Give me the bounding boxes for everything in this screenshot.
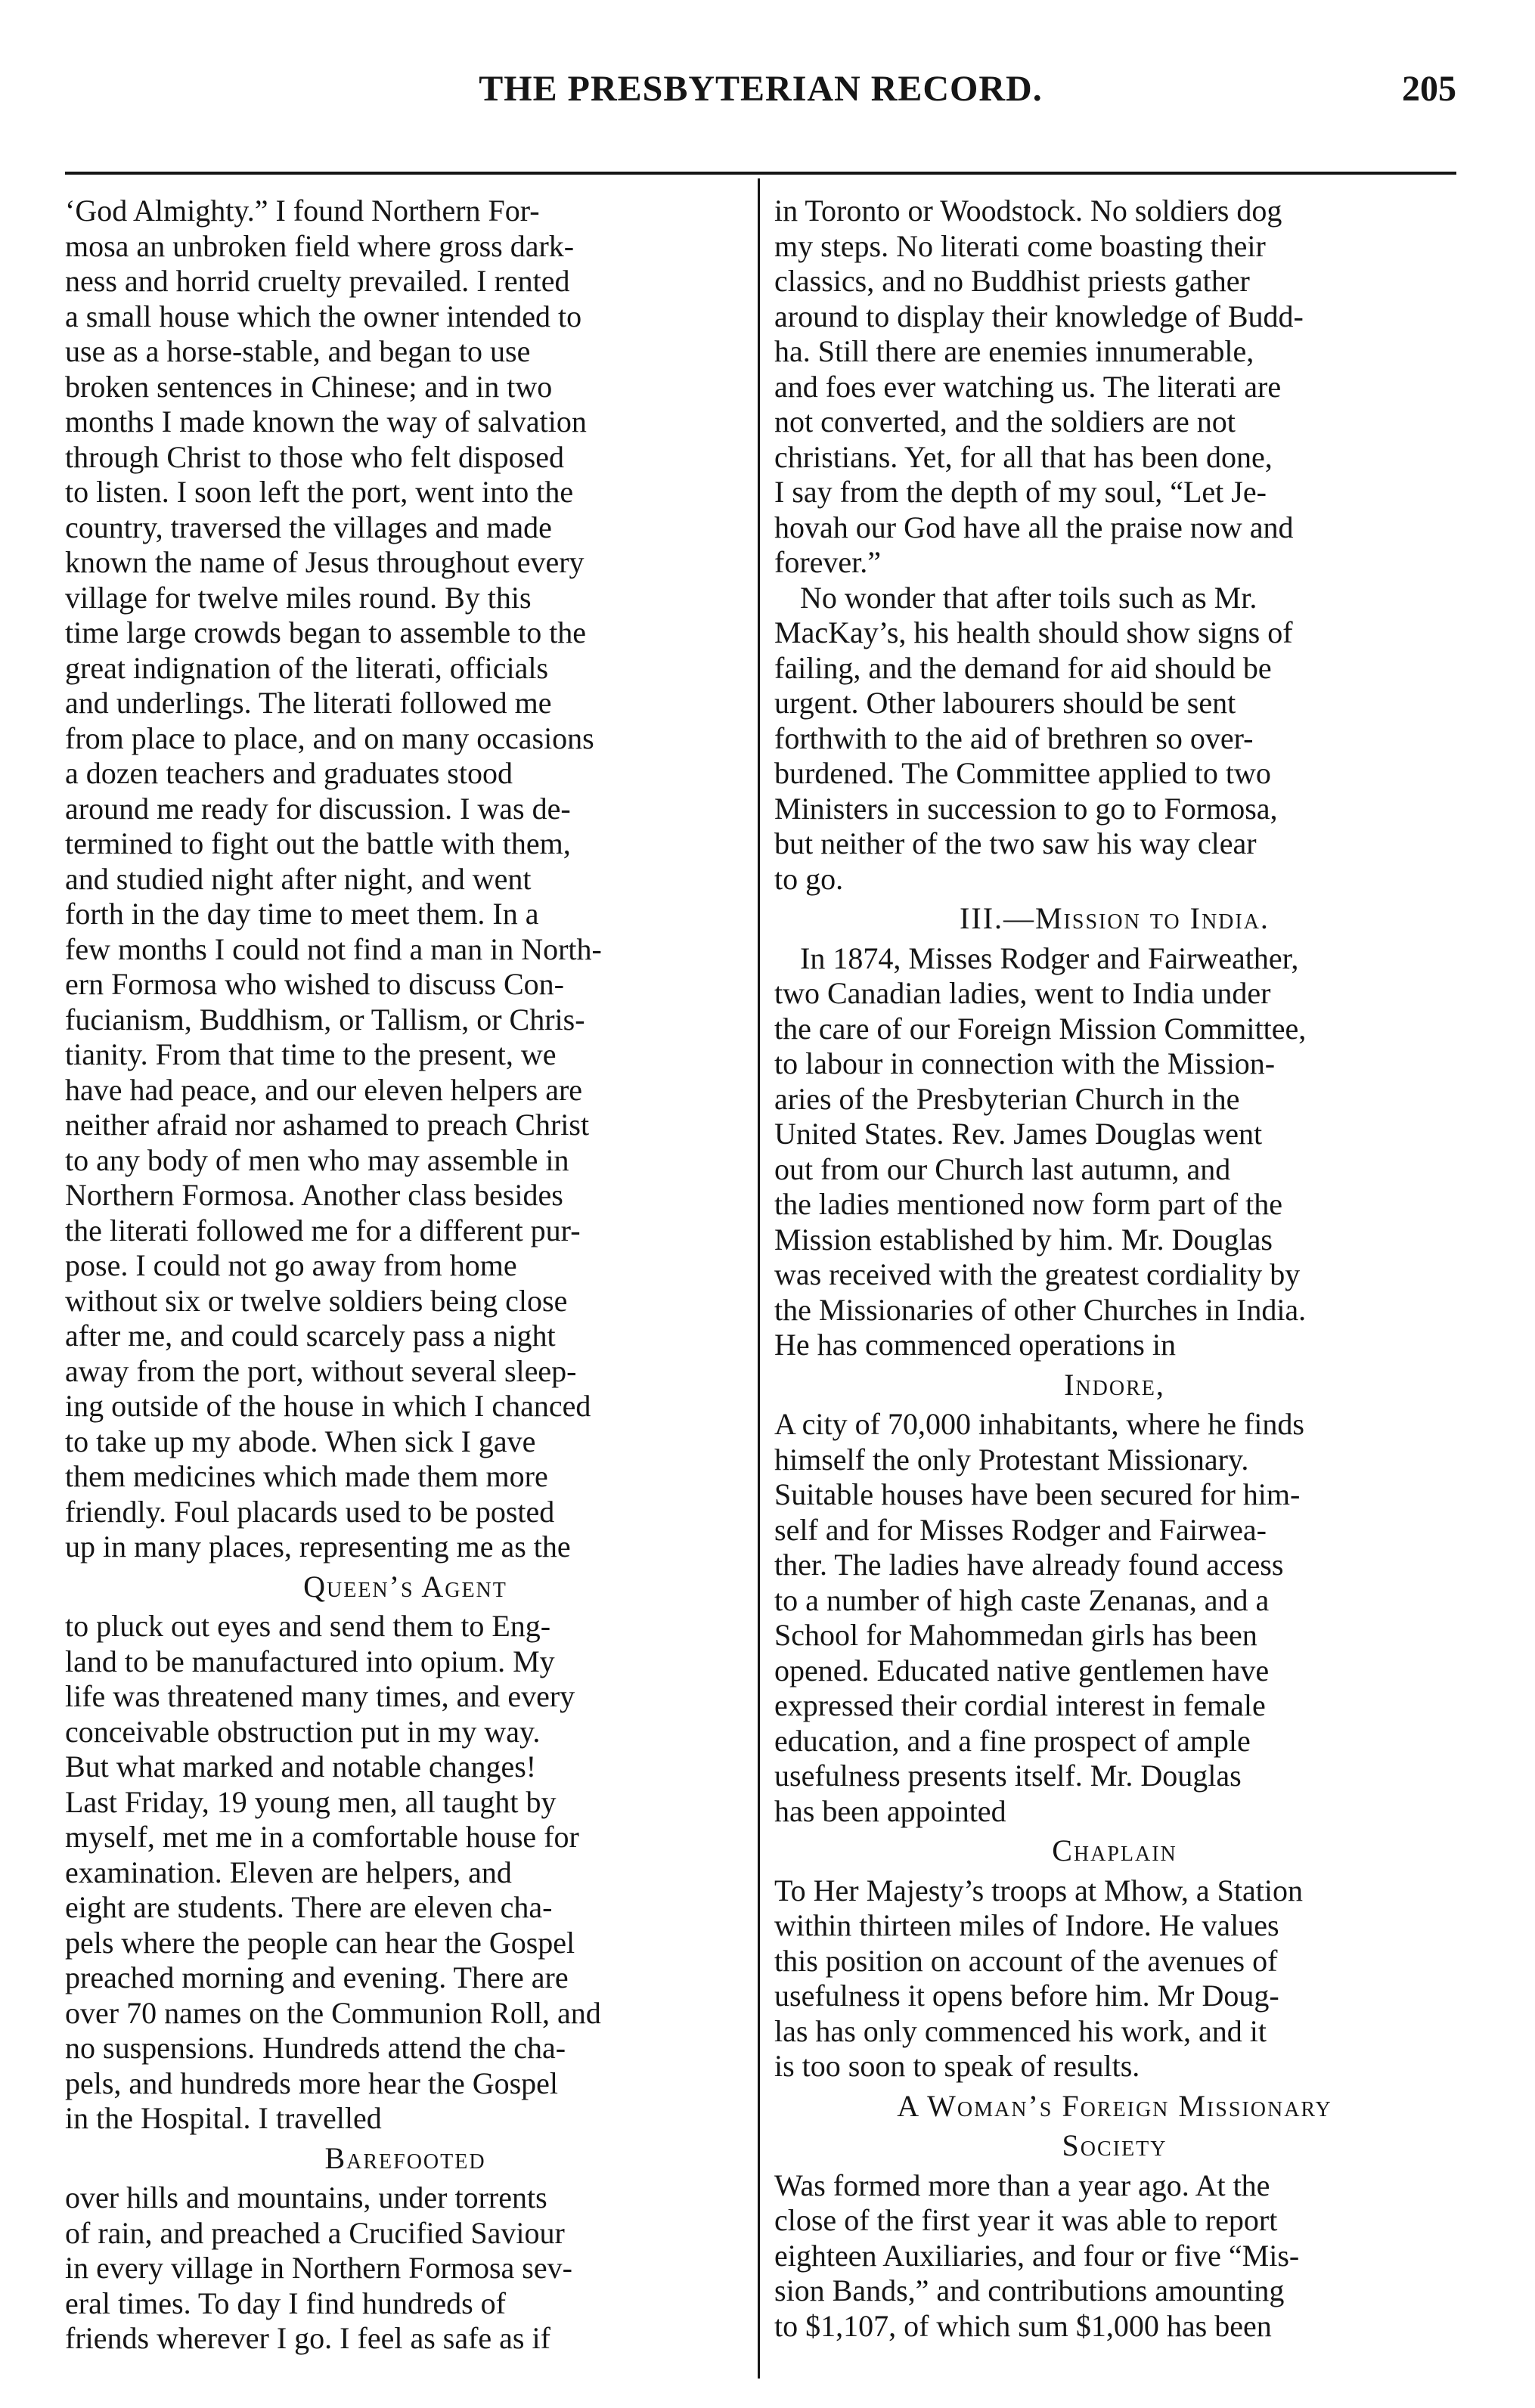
text-line: ern Formosa who wished to discuss Con- <box>65 967 564 1001</box>
text-line: sion Bands,” and contributions amounting <box>774 2273 1285 2307</box>
text-line: through Christ to those who felt disposed <box>65 439 564 474</box>
text-line: few months I could not find a man in North- <box>65 931 602 966</box>
text-line: expressed their cordial interest in female <box>774 1688 1266 1722</box>
text-line: Northern Formosa. Another class besides <box>65 1178 563 1212</box>
magazine-page <box>65 39 1456 2375</box>
text-line: burdened. The Committee applied to two <box>774 756 1271 790</box>
text-line: classics, and no Buddhist priests gather <box>774 264 1250 298</box>
text-line: Mission established by him. Mr. Douglas <box>774 1222 1273 1257</box>
text-line: to pluck out eyes and send them to Eng- <box>65 1609 551 1643</box>
text-line: urgent. Other labourers should be sent <box>774 686 1236 720</box>
text-line: the care of our Foreign Mission Committee, <box>774 1011 1307 1046</box>
text-line: las has only commenced his work, and it <box>774 2013 1267 2048</box>
text-line: usefulness it opens before him. Mr Doug- <box>774 1979 1279 2013</box>
text-line: MacKay’s, his health should show signs of <box>774 615 1293 649</box>
text-line: opened. Educated native gentlemen have <box>774 1653 1270 1687</box>
text-line: over hills and mountains, under torrents <box>65 2180 547 2214</box>
section-heading: III.—Mission to India. <box>960 901 1270 935</box>
text-line: use as a horse-stable, and began to use <box>65 334 531 368</box>
text-line: was received with the greatest cordiality by <box>774 1257 1301 1291</box>
text-line: around to display their knowledge of Budd- <box>774 299 1304 333</box>
text-line: life was threatened many times, and every <box>65 1679 575 1713</box>
text-line: a small house which the owner intended to <box>65 299 582 333</box>
text-line: forth in the day time to meet them. In a <box>65 897 539 931</box>
section-heading: Barefooted <box>324 2140 486 2175</box>
text-line: and underlings. The literati followed me <box>65 686 552 720</box>
text-line: time large crowds began to assemble to the <box>65 615 587 649</box>
text-line: eral times. To day I find hundreds of <box>65 2286 506 2320</box>
text-line: broken sentences in Chinese; and in two <box>65 369 553 404</box>
section-heading: Society <box>1062 2128 1168 2162</box>
text-line: two Canadian ladies, went to India under <box>774 976 1271 1010</box>
text-line: to any body of men who may assemble in <box>65 1142 569 1177</box>
text-line: School for Mahommedan girls has been <box>774 1618 1257 1652</box>
text-line: no suspensions. Hundreds attend the cha- <box>65 2031 566 2065</box>
text-line: himself the only Protestant Missionary. <box>774 1442 1249 1477</box>
text-line: I say from the depth of my soul, “Let Je- <box>774 475 1267 509</box>
text-line: within thirteen miles of Indore. He values <box>774 1908 1279 1942</box>
text-line: hovah our God have all the praise now and <box>774 510 1294 544</box>
text-line: failing, and the demand for aid should be <box>774 650 1272 685</box>
text-line: A city of 70,000 inhabitants, where he finds <box>774 1407 1304 1441</box>
section-heading: Indore, <box>1064 1367 1165 1402</box>
text-line: preached morning and evening. There are <box>65 1960 569 1994</box>
text-line: and studied night after night, and went <box>65 861 532 896</box>
text-line: up in many places, representing me as the <box>65 1529 571 1563</box>
text-line: to a number of high caste Zenanas, and a <box>774 1582 1270 1617</box>
text-line: in the Hospital. I travelled <box>65 2101 382 2135</box>
section-heading: Queen’s Agent <box>303 1569 507 1604</box>
text-line: to take up my abode. When sick I gave <box>65 1424 536 1458</box>
text-line: forthwith to the aid of brethren so over- <box>774 721 1254 755</box>
paragraph-start-line: In 1874, Misses Rodger and Fairweather, <box>800 941 1299 975</box>
text-line: great indignation of the literati, officials <box>65 650 549 685</box>
text-line: Last Friday, 19 young men, all taught by <box>65 1784 557 1819</box>
text-line: usefulness presents itself. Mr. Douglas <box>774 1759 1242 1793</box>
text-line: and foes ever watching us. The literati are <box>774 369 1282 404</box>
text-line: without six or twelve soldiers being close <box>65 1283 568 1318</box>
text-line: in every village in Northern Formosa sev- <box>65 2251 572 2285</box>
text-line: Ministers in succession to go to Formosa, <box>774 791 1278 826</box>
text-line: have had peace, and our eleven helpers are <box>65 1072 583 1107</box>
page-header <box>65 39 1456 122</box>
text-line: out from our Church last autumn, and <box>774 1151 1231 1186</box>
text-line: in Toronto or Woodstock. No soldiers dog <box>774 194 1282 228</box>
text-line: this position on account of the avenues of <box>774 1943 1278 1978</box>
text-line: around me ready for discussion. I was de- <box>65 791 571 826</box>
text-line: pose. I could not go away from home <box>65 1248 517 1282</box>
text-line: is too soon to speak of results. <box>774 2049 1140 2083</box>
text-line: to go. <box>774 861 844 896</box>
header-rule <box>65 172 1456 175</box>
text-line: not converted, and the soldiers are not <box>774 404 1236 439</box>
text-line: ness and horrid cruelty prevailed. I rented <box>65 264 570 298</box>
text-line: To Her Majesty’s troops at Mhow, a Station <box>774 1873 1303 1907</box>
text-line: myself, met me in a comfortable house for <box>65 1820 579 1854</box>
text-line: eighteen Auxiliaries, and four or five “Mis- <box>774 2238 1300 2273</box>
text-line: pels, and hundreds more hear the Gospel <box>65 2066 559 2100</box>
page-number: 205 <box>1402 69 1456 109</box>
text-line: examination. Eleven are helpers, and <box>65 1855 512 1889</box>
text-line: forever.” <box>774 545 882 579</box>
text-line: close of the first year it was able to report <box>774 2203 1278 2237</box>
text-line: mosa an unbroken field where gross dark- <box>65 228 575 263</box>
text-line: Was formed more than a year ago. At the <box>774 2168 1270 2202</box>
running-title: THE PRESBYTERIAN RECORD. <box>479 69 1043 109</box>
text-line: He has commenced operations in <box>774 1328 1176 1362</box>
text-line: fucianism, Buddhism, or Tallism, or Chris- <box>65 1002 585 1037</box>
right-column <box>774 194 1455 2344</box>
text-line: ing outside of the house in which I chanced <box>65 1389 591 1423</box>
text-line: the literati followed me for a different pur- <box>65 1213 581 1247</box>
text-line: education, and a fine prospect of ample <box>774 1723 1251 1758</box>
text-line: a dozen teachers and graduates stood <box>65 756 513 790</box>
text-line: ha. Still there are enemies innumerable, <box>774 334 1254 368</box>
text-line: the ladies mentioned now form part of the <box>774 1187 1283 1221</box>
text-line: friendly. Foul placards used to be posted <box>65 1494 555 1529</box>
text-line: months I made known the way of salvation <box>65 404 587 439</box>
text-line: away from the port, without several sleep- <box>65 1353 577 1388</box>
text-line: conceivable obstruction put in my way. <box>65 1714 541 1749</box>
text-line: neither afraid nor ashamed to preach Christ <box>65 1108 590 1142</box>
text-line: United States. Rev. James Douglas went <box>774 1117 1263 1151</box>
text-line: but neither of the two saw his way clear <box>774 826 1257 860</box>
text-line: village for twelve miles round. By this <box>65 580 532 615</box>
text-line: Suitable houses have been secured for him- <box>774 1477 1301 1511</box>
text-line: eight are students. There are eleven cha- <box>65 1890 553 1924</box>
section-heading: Chaplain <box>1052 1833 1177 1867</box>
text-line: from place to place, and on many occasions <box>65 721 594 755</box>
left-column <box>65 194 746 2357</box>
text-line: But what marked and notable changes! <box>65 1749 537 1784</box>
text-line: to listen. I soon left the port, went into the <box>65 475 574 509</box>
text-line: has been appointed <box>774 1793 1006 1828</box>
text-line: ‘God Almighty.” I found Northern For- <box>65 194 540 228</box>
text-line: christians. Yet, for all that has been done, <box>774 439 1273 474</box>
paragraph-start-line: No wonder that after toils such as Mr. <box>800 580 1257 615</box>
text-line: known the name of Jesus throughout every <box>65 545 585 579</box>
text-line: over 70 names on the Communion Roll, and <box>65 1995 601 2030</box>
text-line: the Missionaries of other Churches in India. <box>774 1292 1307 1327</box>
text-line: country, traversed the villages and made <box>65 510 552 544</box>
text-line: after me, and could scarcely pass a night <box>65 1319 556 1353</box>
text-line: to labour in connection with the Mission- <box>774 1046 1276 1080</box>
text-line: tianity. From that time to the present, we <box>65 1037 557 1071</box>
text-line: to $1,107, of which sum $1,000 has been <box>774 2308 1272 2343</box>
text-line: self and for Misses Rodger and Fairwea- <box>774 1512 1267 1547</box>
text-line: ther. The ladies have already found access <box>774 1548 1284 1582</box>
text-line: pels where the people can hear the Gospel <box>65 1925 575 1960</box>
text-line: them medicines which made them more <box>65 1459 548 1493</box>
text-line: land to be manufactured into opium. My <box>65 1644 555 1678</box>
text-line: friends wherever I go. I feel as safe as if <box>65 2321 550 2355</box>
text-line: termined to fight out the battle with them, <box>65 826 571 860</box>
column-divider <box>758 178 760 2379</box>
text-line: aries of the Presbyterian Church in the <box>774 1081 1240 1116</box>
text-line: my steps. No literati come boasting their <box>774 228 1266 263</box>
section-heading: A Woman’s Foreign Missionary <box>897 2088 1332 2123</box>
text-line: of rain, and preached a Crucified Saviour <box>65 2215 565 2250</box>
